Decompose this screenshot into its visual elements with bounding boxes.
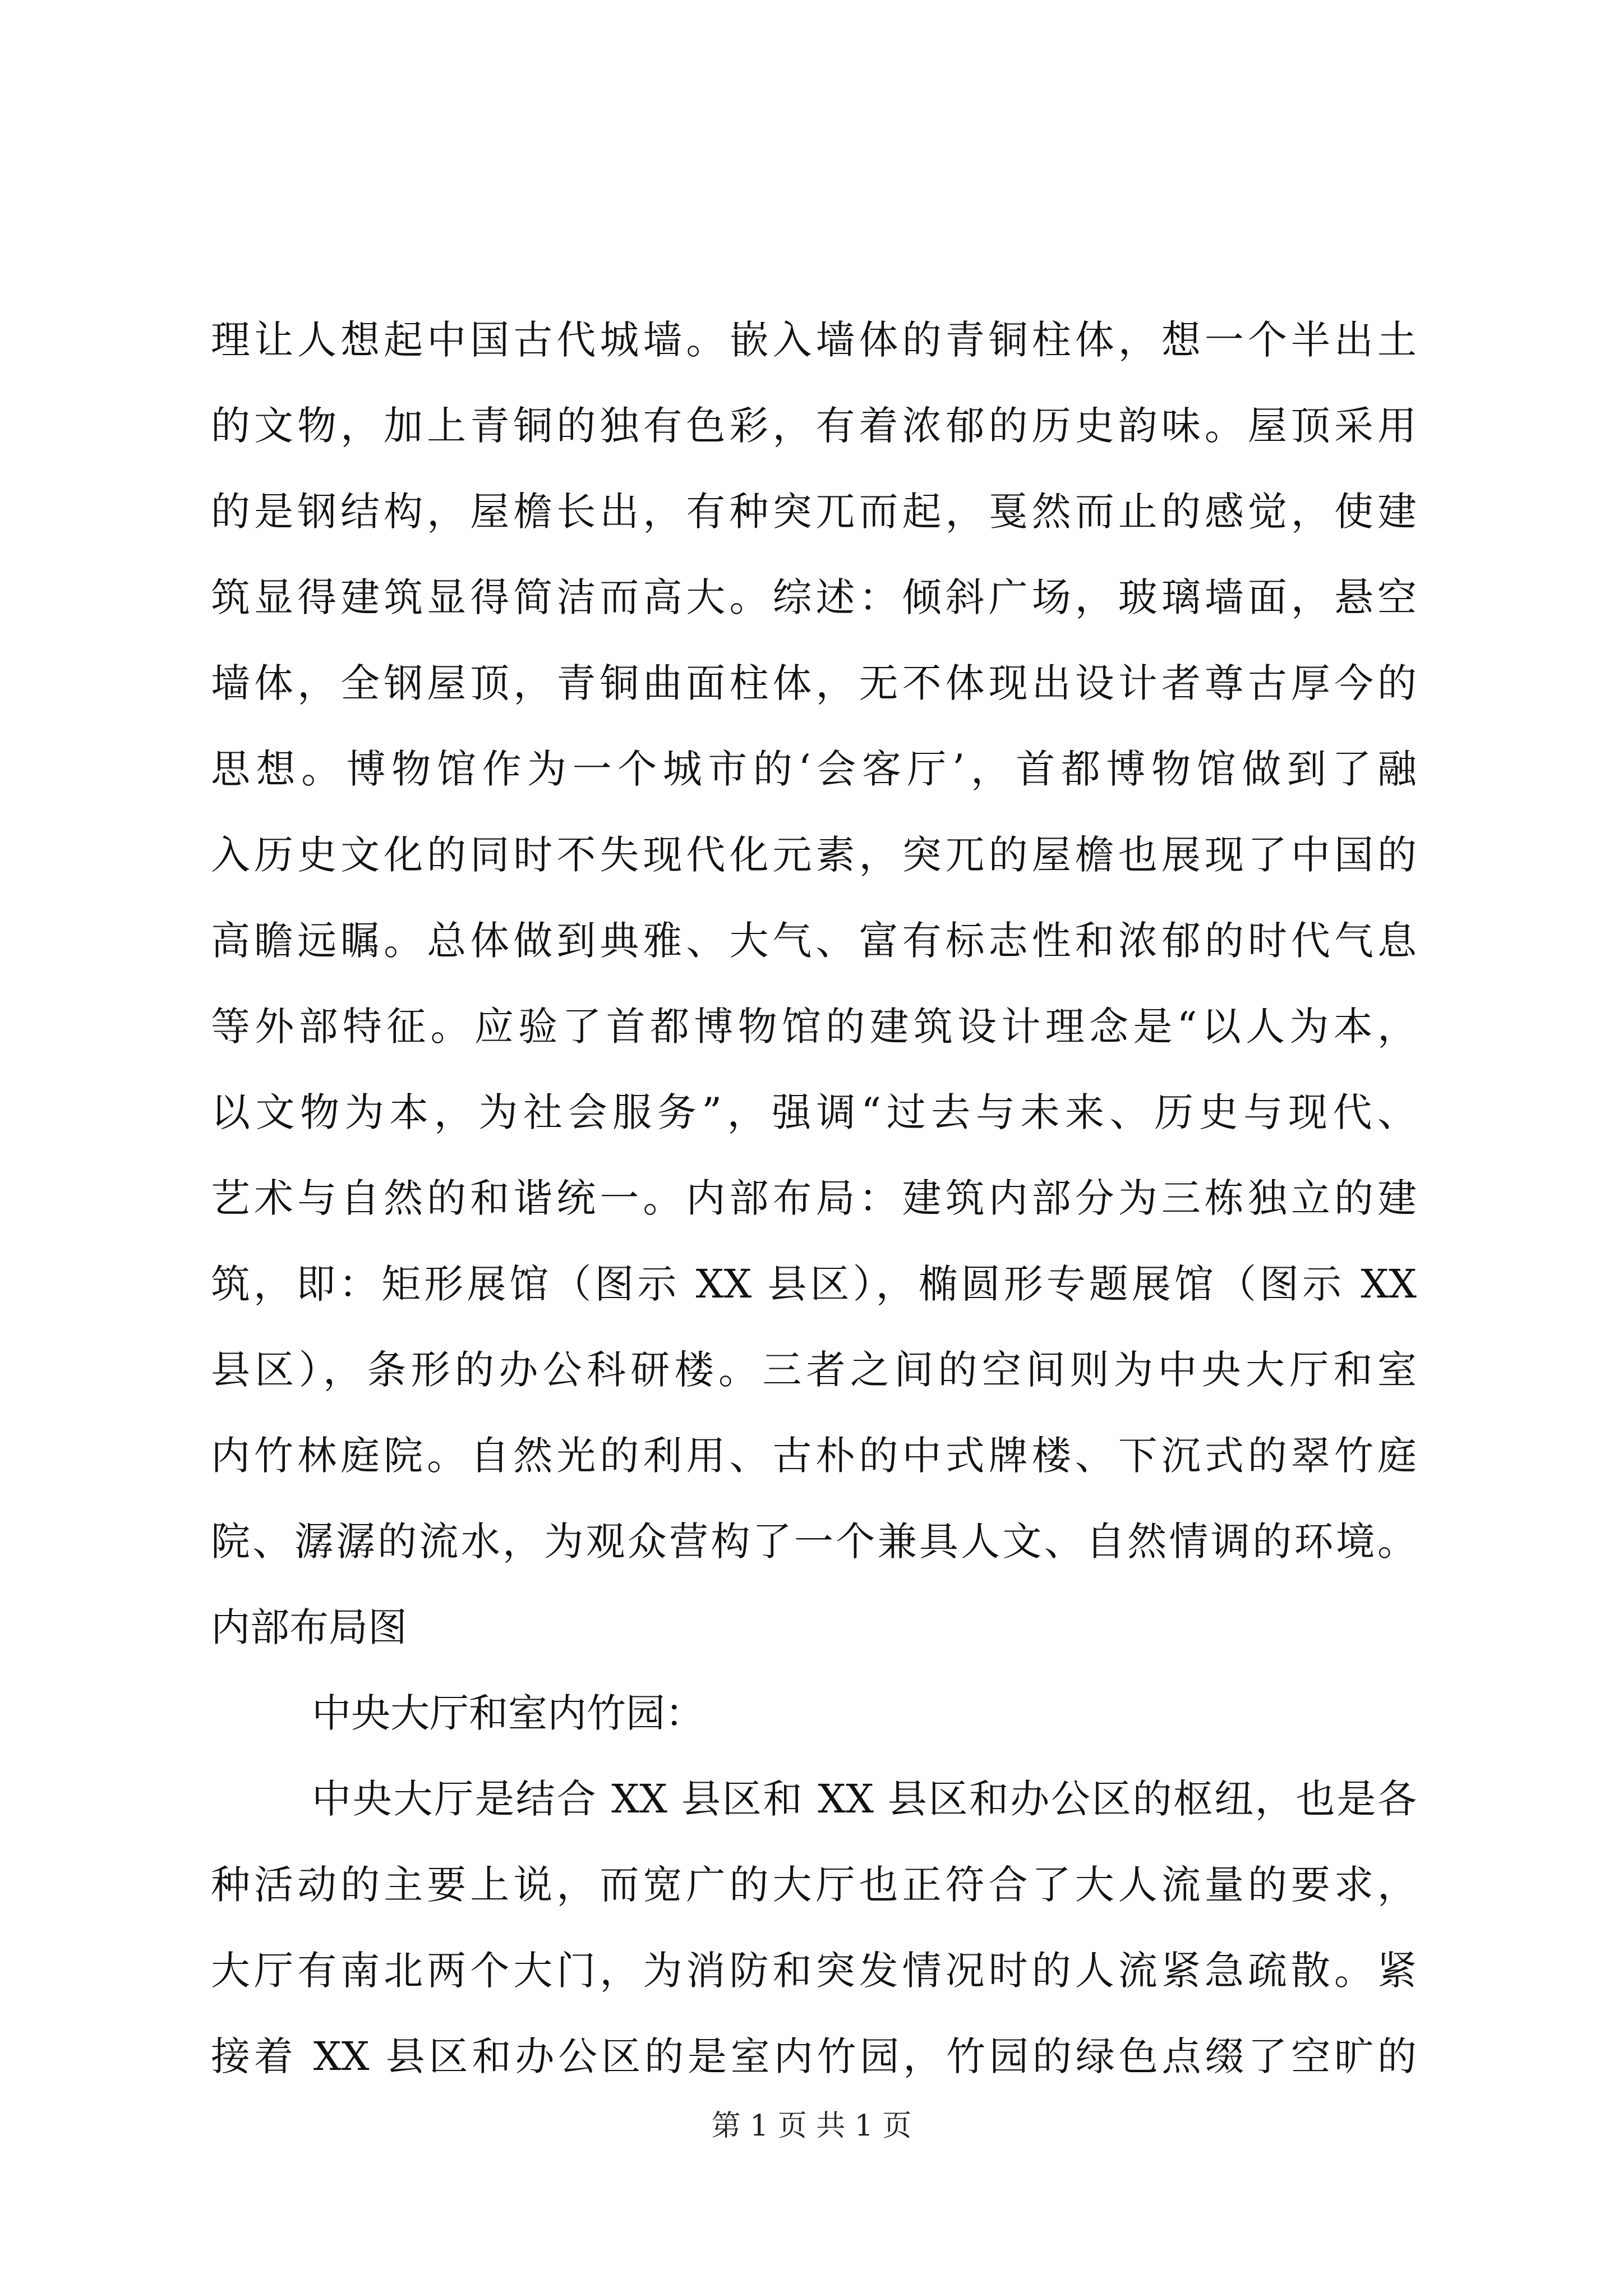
text-line: 以文物为本，为社会服务”，强调“过去与未来、历史与现代、 xyxy=(211,1089,1417,1135)
text-line: 的文物，加上青铜的独有色彩，有着浓郁的历史韵味。屋顶采用 xyxy=(211,403,1417,449)
text-line: 入历史文化的同时不失现代化元素，突兀的屋檐也展现了中国的 xyxy=(211,832,1417,878)
text-line: 筑显得建筑显得简洁而高大。综述：倾斜广场，玻璃墙面，悬空 xyxy=(211,574,1417,620)
text-line: 墙体，全钢屋顶，青铜曲面柱体，无不体现出设计者尊古厚今的 xyxy=(211,660,1417,706)
text-line: 的是钢结构，屋檐长出，有种突兀而起，戛然而止的感觉，使建 xyxy=(211,489,1417,535)
text-line: 思想。博物馆作为一个城市的‘会客厅’，首都博物馆做到了融 xyxy=(211,746,1417,792)
text-line: 高瞻远瞩。总体做到典雅、大气、富有标志性和浓郁的时代气息 xyxy=(211,918,1417,964)
text-line: 等外部特征。应验了首都博物馆的建筑设计理念是“以人为本， xyxy=(211,1004,1417,1050)
text-line: 接着 XX 县区和办公区的是室内竹园，竹园的绿色点缀了空旷的 xyxy=(211,2033,1417,2079)
text-line: 大厅有南北两个大门，为消防和突发情况时的人流紧急疏散。紧 xyxy=(211,1948,1417,1994)
subsection-heading: 中央大厅和室内竹园： xyxy=(312,1690,704,1736)
page-footer: 第 1 页 共 1 页 xyxy=(711,2109,912,2143)
text-line: 中央大厅是结合 XX 县区和 XX 县区和办公区的枢纽，也是各 xyxy=(312,1776,1417,1822)
document-body xyxy=(211,297,1417,2100)
section-heading: 内部布局图 xyxy=(211,1604,407,1650)
text-line: 理让人想起中国古代城墙。嵌入墙体的青铜柱体，想一个半出土 xyxy=(211,317,1417,363)
text-line: 筑，即：矩形展馆（图示 XX 县区），椭圆形专题展馆（图示 XX xyxy=(211,1261,1417,1307)
text-line: 县区），条形的办公科研楼。三者之间的空间则为中央大厅和室 xyxy=(211,1347,1417,1393)
text-line: 艺术与自然的和谐统一。内部布局：建筑内部分为三栋独立的建 xyxy=(211,1175,1417,1221)
text-line: 种活动的主要上说，而宽广的大厅也正符合了大人流量的要求， xyxy=(211,1862,1417,1908)
text-line: 内竹林庭院。自然光的利用、古朴的中式牌楼、下沉式的翠竹庭 xyxy=(211,1433,1417,1479)
text-line: 院、潺潺的流水，为观众营构了一个兼具人文、自然情调的环境。 xyxy=(211,1519,1417,1565)
